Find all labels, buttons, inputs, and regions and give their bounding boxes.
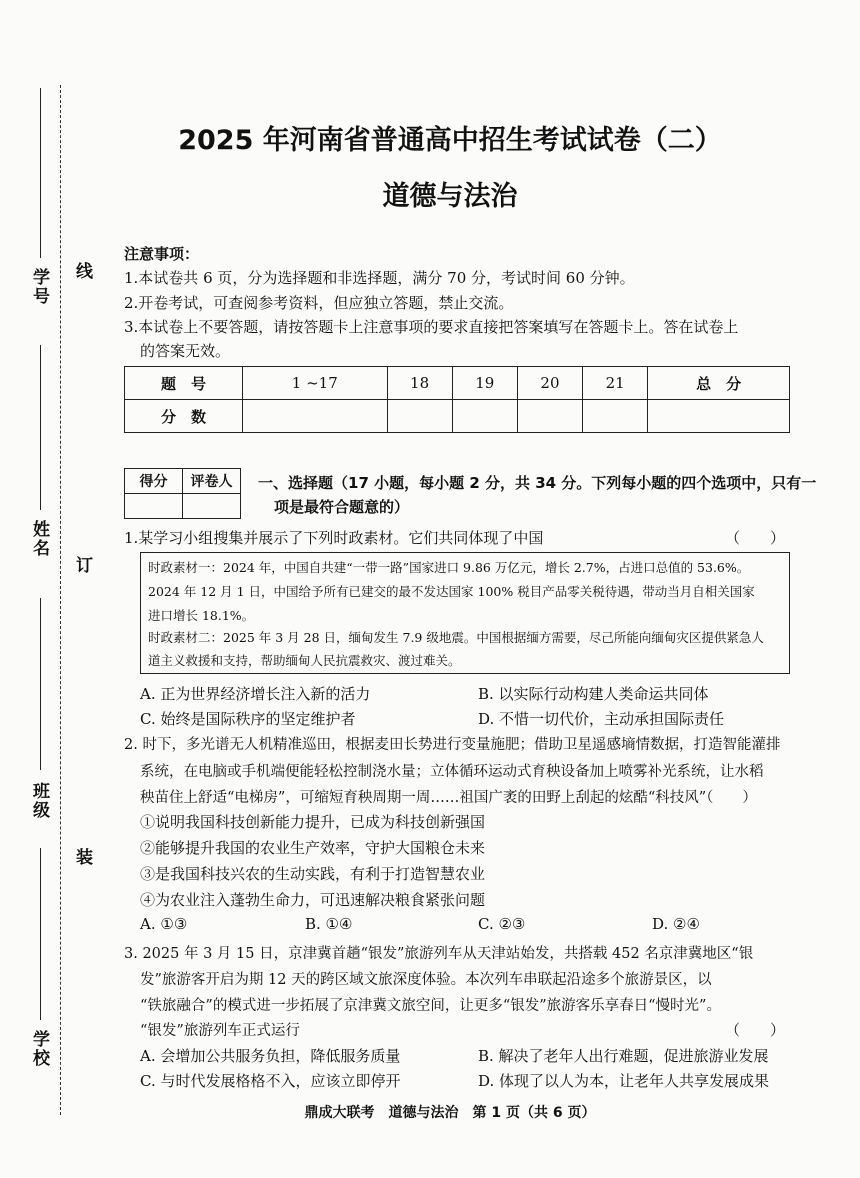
q3-stem-line: 3. 2025 年 3 月 15 日，京津冀首趟“银发”旅游列车从天津站始发，共搭载 452 名京津冀地区“银 [124, 946, 754, 962]
note-1: 1.本试卷共 6 页，分为选择题和非选择题，满分 70 分，考试时间 60 分钟。 [124, 269, 635, 287]
note-3: 3.本试卷上不要答题，请按答题卡上注意事项的要求直接把答案填写在答题卡上。答在试卷上 [124, 318, 739, 336]
note-2: 2.开卷考试，可查阅参考资料，但应独立答题，禁止交流。 [124, 294, 514, 312]
q3-stem-line: “银发”旅游列车正式运行 [140, 1023, 300, 1039]
score-header-cell: 18 [387, 367, 452, 400]
q1-material-line: 时政素材二：2025 年 3 月 28 日，缅甸发生 7.9 级地震。中国根据缅方需要，尽己所能向缅甸灾区提供紧急人 [148, 630, 764, 645]
q2-stem-line: 秧苗住上舒适“电梯房”，可缩短育秧周期一周……祖国广袤的田野上刮起的炫酷“科技风”（ ） [140, 790, 757, 806]
grader-name-cell [183, 494, 241, 519]
q1-option-a: A. 正为世界经济增长注入新的活力 [140, 685, 371, 703]
q3-answer-paren: （ ） [725, 1021, 786, 1039]
score-cell [387, 400, 452, 433]
score-header-cell: 21 [583, 367, 648, 400]
grader-score-label: 得分 [125, 469, 183, 494]
score-table-header [125, 367, 790, 400]
q3-stem-line: 发”旅游客开启为期 12 天的跨区域文旅深度体验。本次列车串联起沿途多个旅游景区，以 [140, 972, 712, 988]
q2-statement-2: ②能够提升我国的农业生产效率，守护大国粮仓未来 [140, 839, 486, 857]
grader-score-cell [125, 494, 183, 519]
q1-material-line: 2024 年 12 月 1 日，中国给予所有已建交的最不发达国家 100% 税目产品零关税待遇，带动当月自相关国家 [148, 584, 755, 599]
q1-option-b: B. 以实际行动构建人类命运共同体 [478, 685, 709, 703]
score-cell [452, 400, 517, 433]
q3-option-a: A. 会增加公共服务负担，降低服务质量 [140, 1047, 401, 1065]
grader-table [124, 468, 241, 519]
subject-title: 道德与法治 [382, 181, 518, 212]
q2-option-a: A. ①③ [140, 915, 188, 933]
class-label: 班级 [29, 782, 49, 820]
student-id-label: 学号 [29, 268, 49, 306]
score-cell [517, 400, 582, 433]
q2-statement-1: ①说明我国科技创新能力提升，已成为科技创新强国 [140, 813, 486, 831]
q1-option-c: C. 始终是国际秩序的坚定维护者 [140, 710, 356, 728]
q2-statement-3: ③是我国科技兴农的生动实践，有利于打造智慧农业 [140, 865, 486, 883]
score-header-cell: 20 [517, 367, 582, 400]
name-label: 姓名 [29, 520, 49, 558]
q3-option-d: D. 体现了以人为本，让老年人共享发展成果 [478, 1072, 770, 1090]
section1-heading-cont: 项是最符合题意的） [274, 498, 410, 516]
cut-mark-zhuang: 装 [72, 848, 92, 865]
q1-material-line: 时政素材一：2024 年，中国自共建“一带一路”国家进口 9.86 万亿元，增长 2.7%，占进口总值的 53.6%。 [148, 560, 750, 575]
score-row-label: 分 数 [125, 400, 243, 433]
note-3-cont: 的答案无效。 [140, 342, 231, 360]
q1-option-d: D. 不惜一切代价，主动承担国际责任 [478, 710, 725, 728]
score-header-cell: 1 ~17 [243, 367, 388, 400]
cut-mark-ding: 订 [72, 556, 92, 573]
notes-heading: 注意事项： [124, 245, 200, 263]
q1-material-line: 道主义救援和支持，帮助缅甸人民抗震救灾、渡过难关。 [148, 653, 461, 668]
q3-option-c: C. 与时代发展格格不入，应该立即停开 [140, 1072, 401, 1090]
class-blank [40, 598, 41, 770]
score-cell [648, 400, 790, 433]
page-footer: 鼎成大联考 道德与法治 第 1 页（共 6 页） [304, 1105, 596, 1121]
q2-option-d: D. ②④ [652, 915, 700, 933]
name-blank [40, 345, 41, 510]
q3-option-b: B. 解决了老年人出行难题，促进旅游业发展 [478, 1047, 769, 1065]
grader-name-label: 评卷人 [183, 469, 241, 494]
q1-answer-paren: （ ） [725, 529, 786, 547]
cut-mark-line: 线 [72, 262, 92, 279]
score-header-cell: 总 分 [648, 367, 790, 400]
score-header-cell: 19 [452, 367, 517, 400]
q2-stem-line: 2. 时下，多光谱无人机精准巡田，根据麦田长势进行变量施肥；借助卫星遥感墒情数据，打造智能灌排 [124, 737, 781, 753]
score-cell [243, 400, 388, 433]
q3-stem-line: “铁旅融合”的模式进一步拓展了京津冀文旅空间，让更多“银发”旅游客乐享春日“慢时光”。 [140, 998, 721, 1014]
school-blank [40, 848, 41, 1020]
q2-stem-line: 系统，在电脑或手机端便能轻松控制浇水量；立体循环运动式育秧设备加上喷雾补光系统，让水稻 [140, 764, 764, 780]
section1-heading: 一、选择题（17 小题，每小题 2 分，共 34 分。下列每小题的四个选项中，只有一 [258, 474, 817, 492]
cut-line [60, 85, 61, 1115]
score-table [124, 366, 790, 433]
score-header-cell: 题 号 [125, 367, 243, 400]
exam-title: 2025 年河南省普通高中招生考试试卷（二） [178, 125, 722, 156]
score-cell [583, 400, 648, 433]
q2-option-b: B. ①④ [305, 915, 353, 933]
student-id-blank [40, 88, 41, 258]
q2-statement-4: ④为农业注入蓬勃生命力，可迅速解决粮食紧张问题 [140, 891, 486, 909]
q1-material-line: 进口增长 18.1%。 [148, 608, 255, 623]
score-table-row [125, 400, 790, 433]
school-label: 学校 [29, 1030, 49, 1068]
q1-stem: 1.某学习小组搜集并展示了下列时政素材。它们共同体现了中国 [124, 529, 544, 547]
q2-option-c: C. ②③ [478, 915, 526, 933]
